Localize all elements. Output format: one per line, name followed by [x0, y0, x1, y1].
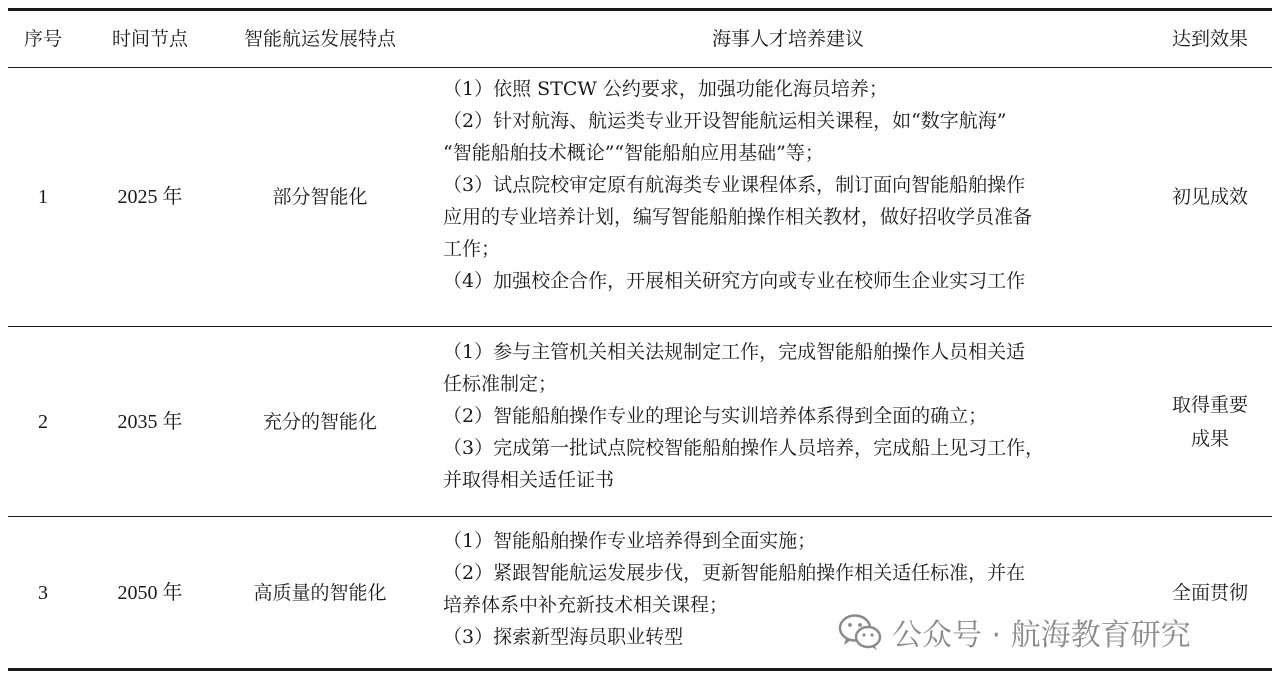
watermark-text: 公众号 · 航海教育研究 — [892, 618, 1191, 653]
suggestion-line: （1）依照 STCW 公约要求，加强功能化海员培养； — [443, 78, 888, 100]
row-suggestions — [443, 73, 1143, 297]
header-index: 序号 — [23, 28, 62, 50]
suggestion-line: 培养体系中补充新技术相关课程； — [443, 594, 729, 616]
row-effect — [1150, 68, 1270, 326]
row-effect — [1150, 327, 1270, 516]
header-effect: 达到效果 — [1171, 28, 1248, 50]
suggestion-line: （2）紧跟智能航运发展步伐，更新智能船舶操作相关适任标准，并在 — [443, 562, 1026, 584]
row-index: 2 — [38, 410, 48, 433]
effect-text: 成果 — [1190, 427, 1229, 450]
effect-text: 取得重要 — [1171, 393, 1248, 416]
suggestion-line: （2）针对航海、航运类专业开设智能航运相关课程，如“数字航海” — [443, 110, 1007, 132]
suggestion-line: 并取得相关适任证书 — [443, 469, 615, 491]
row-feature: 部分智能化 — [272, 186, 368, 208]
suggestion-line: 工作； — [443, 238, 501, 260]
suggestion-line: （2）智能船舶操作专业的理论与实训培养体系得到全面的确立； — [443, 405, 988, 427]
watermark — [838, 608, 1258, 656]
row-index: 1 — [38, 186, 48, 208]
suggestion-line: （4）加强校企合作，开展相关研究方向或专业在校师生企业实习工作 — [443, 270, 1026, 292]
row-time: 2050 年 — [117, 581, 183, 604]
row-suggestions — [443, 336, 1143, 496]
suggestion-line: （3）试点院校审定原有航海类专业课程体系，制订面向智能船舶操作 — [443, 174, 1026, 196]
header-feature: 智能航运发展特点 — [243, 28, 396, 50]
suggestion-line: （3）完成第一批试点院校智能船舶操作人员培养，完成船上见习工作， — [443, 437, 1045, 459]
effect-text: 全面贯彻 — [1171, 581, 1248, 604]
suggestion-line: 任标准制定； — [443, 373, 558, 395]
suggestion-line: “智能船舶技术概论”“智能船舶应用基础”等； — [443, 142, 824, 164]
suggestion-line: （3）探索新型海员职业转型 — [443, 626, 684, 648]
row-feature: 高质量的智能化 — [253, 581, 387, 604]
row-feature: 充分的智能化 — [262, 410, 377, 433]
header-suggestion: 海事人才培养建议 — [711, 28, 864, 50]
row-index: 3 — [38, 581, 48, 604]
effect-text: 初见成效 — [1171, 186, 1248, 208]
suggestion-line: （1）智能船舶操作专业培养得到全面实施； — [443, 530, 817, 552]
header-time: 时间节点 — [111, 28, 188, 50]
row-time: 2025 年 — [117, 186, 183, 208]
suggestion-line: 应用的专业培养计划，编写智能船舶操作相关教材，做好招收学员准备 — [443, 206, 1033, 228]
wechat-icon — [838, 612, 882, 652]
suggestion-line: （1）参与主管机关相关法规制定工作，完成智能船舶操作人员相关适 — [443, 341, 1026, 363]
table-bottom-rule — [8, 668, 1272, 671]
row-time: 2035 年 — [117, 410, 183, 433]
